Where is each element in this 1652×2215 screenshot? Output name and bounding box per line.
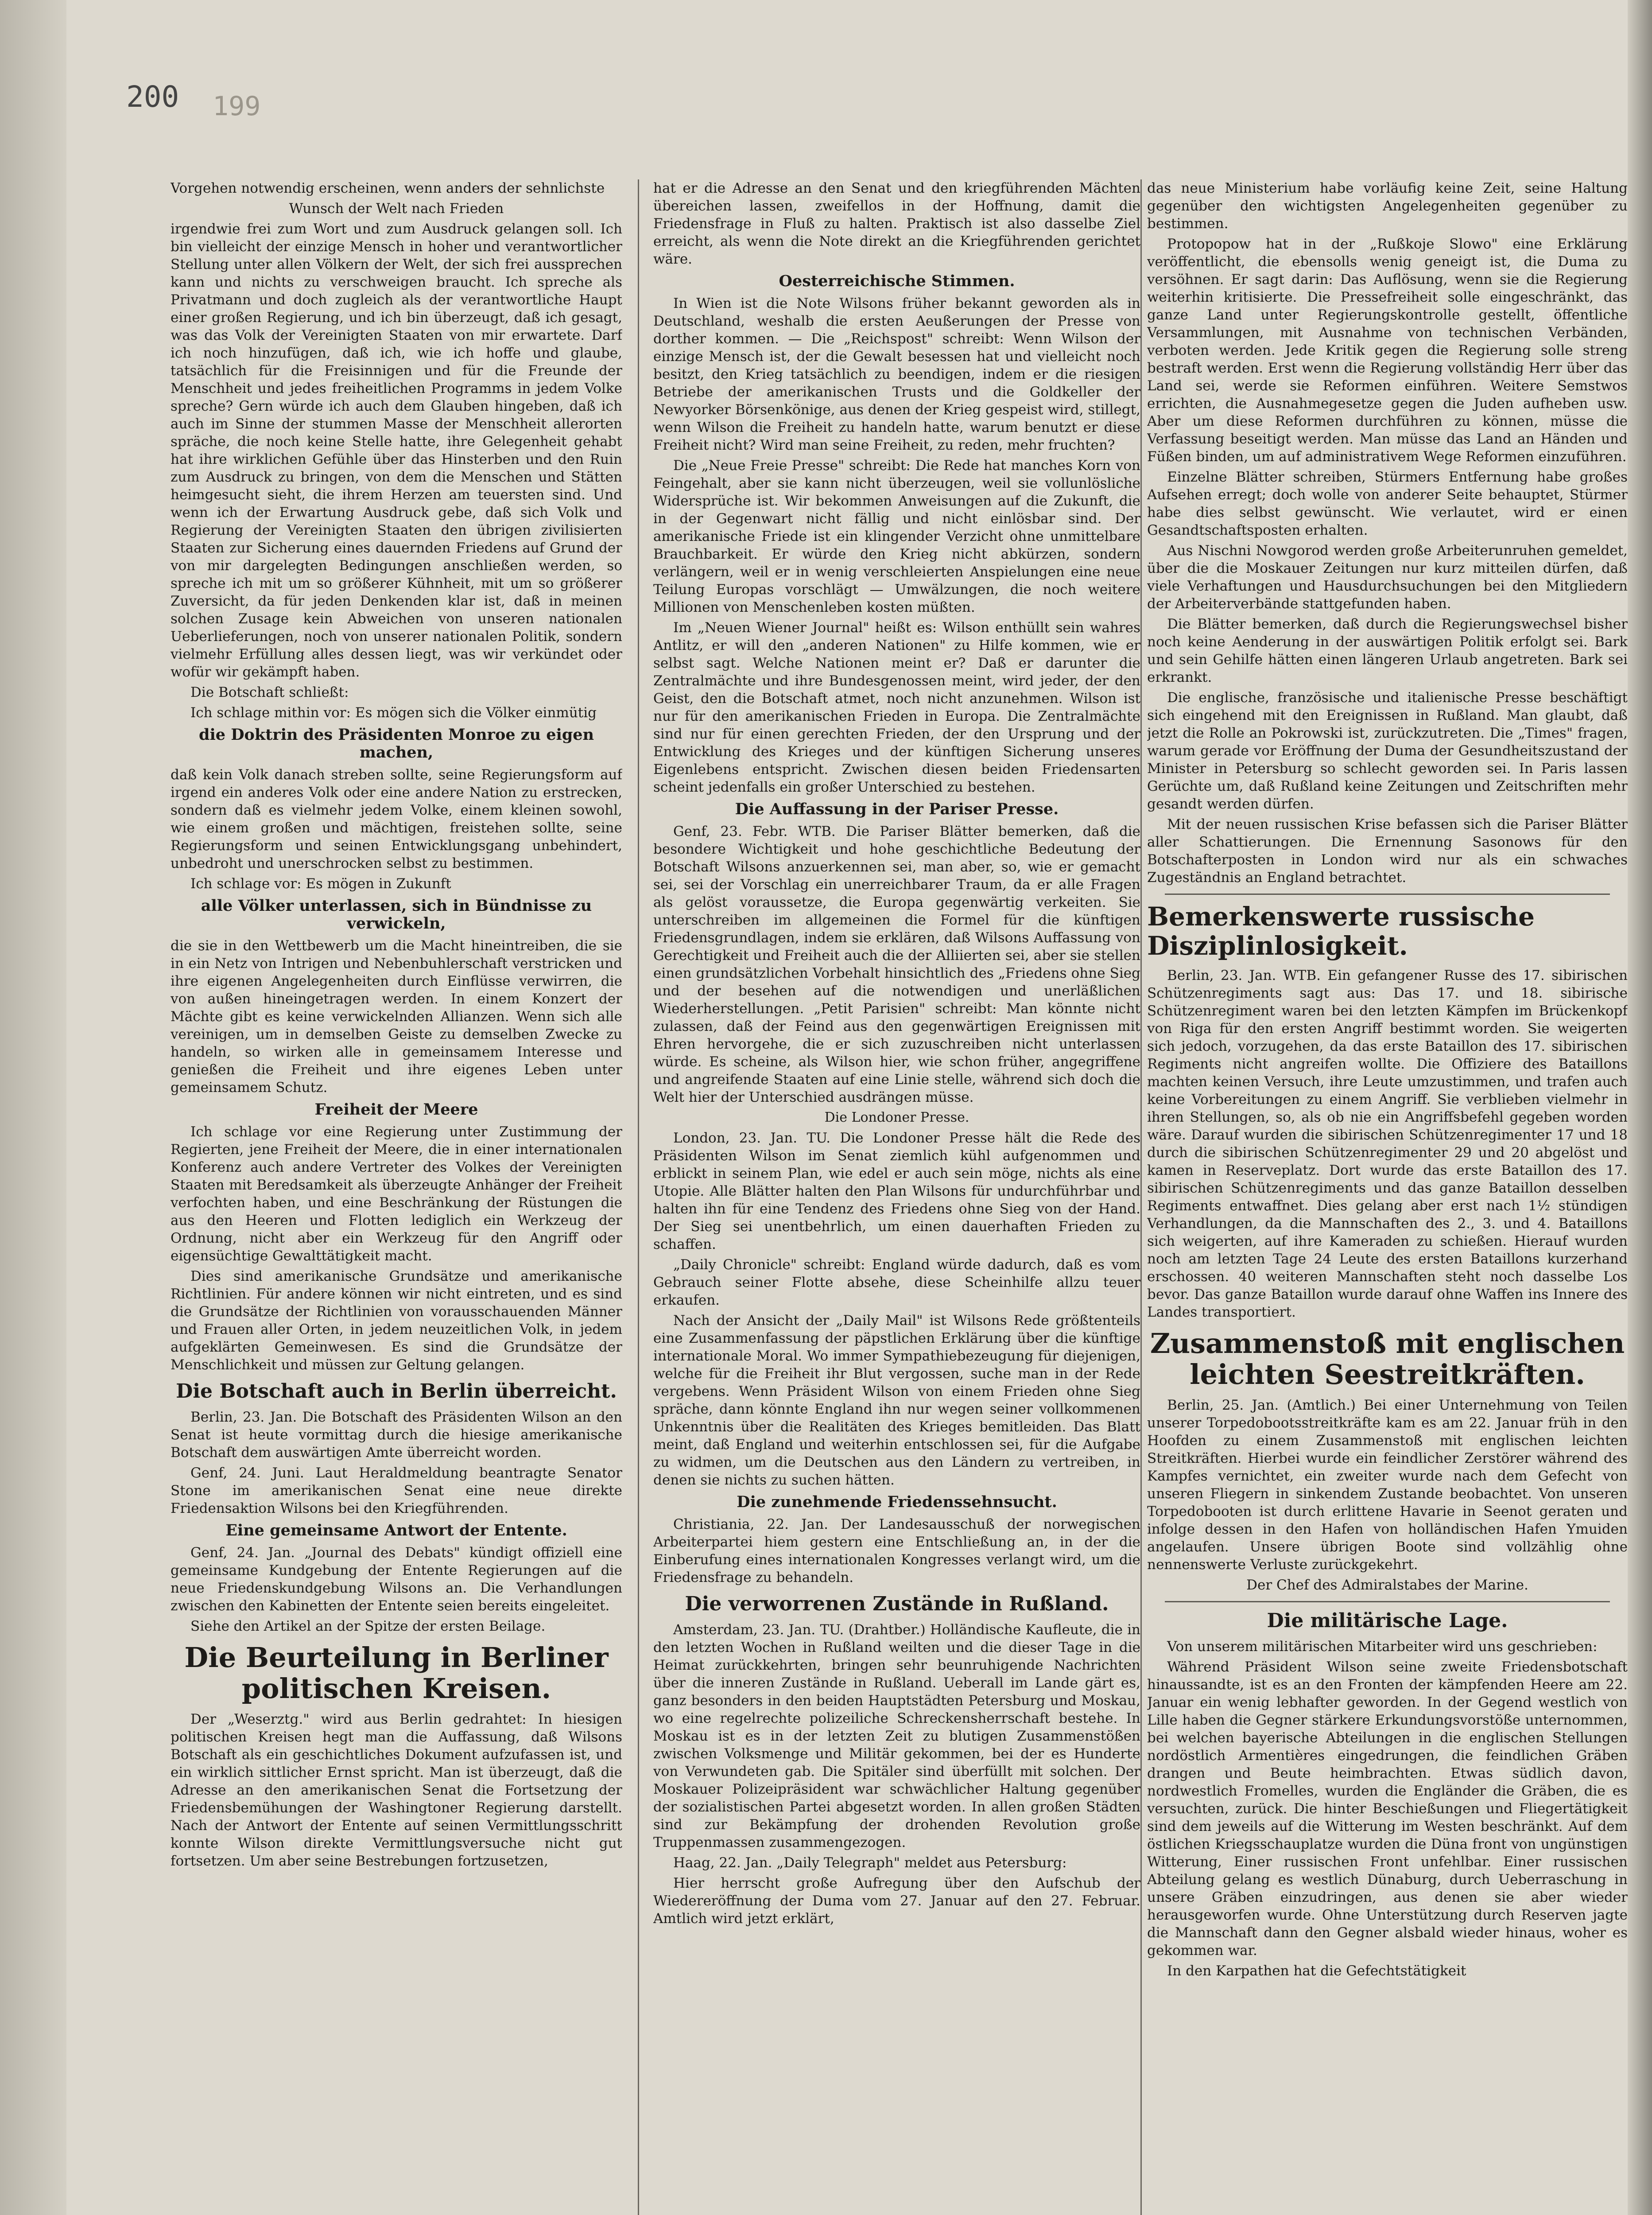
paragraph: Ich schlage mithin vor: Es mögen sich die Völker einmütig (190, 705, 597, 721)
paragraph: Genf, 23. Febr. WTB. Die Pariser Blätter bemerken, daß die besondere Wichtigkeit und hohe geschichtliche Bedeutung der Botschaft Wilsons anzuerkennen sei, man aber, so, wie er gemacht sei, sei der Vorschlag ein unerreichbarer Traum, da er alle Fragen als gelöst voraussetze, die Europa gegenwärtig verkeiten. Sie unterschreiben im allgemeinen die Formel für die künftigen Friedensgrundlagen, indem sie erklären, daß Wilsons Auffassung von Gerechtigkeit und Freiheit auch die der Alliierten sei, aber sie stellen einen grundsätzlichen Vorbehalt hinsichtlich des „Friedens ohne Sieg und der besehen auf die notwendigen und unerläßlichen Wiederherstellungen. „Petit Parisien" schreibt: Man könnte nicht zulassen, daß der Feind aus den gegenwärtigen Ereignissen mit Ehren hervorgehe, die er sich zuzuschreiben nicht unterlassen würde. Es scheine, als Wilson hier, wie schon früher, angegriffene und angreifende Staaten auf eine Linie stelle, während sich doch die Welt hier der Unterschied ausdrängen müsse. (653, 824, 1140, 1105)
paragraph: die sie in den Wettbewerb um die Macht hineintreiben, die sie in ein Netz von Intrigen und Nebenbuhlerschaft verstricken und ihre eigenen Angelegenheiten durch Einflüsse verwirren, die von außen hineingetragen werden. In einem Konzert der Mächte gibt es keine verwickelnden Allianzen. Wenn sich alle vereinigen, um in demselben Geiste zu demselben Zwecke zu handeln, so wirken alle in gemeinsamem Interesse und genießen die Freiheit und ihre eigenes Leben unter gemeinsamem Schutz. (171, 938, 622, 1096)
divider (1165, 894, 1610, 895)
paragraph: London, 23. Jan. TU. Die Londoner Presse hält die Rede des Präsidenten Wilson im Senat ziemlich kühl aufgenommen und erblickt in seinem Plan, wie edel er auch sein möge, nichts als eine Utopie. Alle Blätter halten den Plan Wilsons für undurchführbar und halten ihn für eine Tendenz des Friedens ohne Sieg von der Hand. Der Sieg sei unentbehrlich, um einen dauerhaften Frieden zu schaffen. (653, 1130, 1140, 1252)
paragraph: Christiania, 22. Jan. Der Landesausschuß der norwegischen Arbeiterpartei hiem gestern eine Entschließung an, in der die Einberufung eines internationalen Kongresses verlangt wird, um die Friedensfrage zu behandeln. (653, 1516, 1140, 1585)
page-number: 200 (126, 80, 179, 114)
article-headline: Die Beurteilung in Berliner politischen Kreisen. (184, 1641, 609, 1705)
paragraph: Die Blätter bemerken, daß durch die Regierungswechsel bisher noch keine Aenderung in der auswärtigen Politik erfolgt sei. Bark und sein Gehilfe hätten einen längeren Urlaub angetreten. Bark sei erkrankt. (1147, 616, 1628, 685)
paragraph: Protopopow hat in der „Rußkoje Slowo" eine Erklärung veröffentlicht, die ebensolls wenig geneigt ist, die Duma zu versöhnen. Er sagt darin: Das Auflösung, wenn sie die Regierung weiterhin kritisierte. Die Pressefreiheit solle eingeschränkt, das ganze Land unter Regierungskontrolle gestellt, öffentliche Versammlungen, mit Ausnahme von technischen Verbänden, verboten werden. Jede Kritik gegen die Regierung solle streng bestraft werden. Erst wenn die Regierung vollständig Herr über das Land sei, werde sie Reformen einführen. Weitere Semstwos errichten, die Ausnahmegesetze gegen die Juden aufheben usw. Aber um diese Reformen durchführen zu können, müsse die Verfassung beseitigt werden. Man müsse das Land an Händen und Füßen binden, um auf administrativem Wege Reformen einzuführen. (1147, 236, 1628, 465)
paragraph: Berlin, 23. Jan. Die Botschaft des Präsidenten Wilson an den Senat ist heute vormittag durch die hiesige amerikanische Botschaft dem auswärtigen Amte überreicht worden. (171, 1409, 622, 1461)
paragraph: Berlin, 25. Jan. (Amtlich.) Bei einer Unternehmung von Teilen unserer Torpedobootsstreitkräfte kam es am 22. Januar früh in den Hoofden zu einem Zusammenstoß mit englischen leichten Streitkräften. Hierbei wurde ein feindlicher Zerstörer während des Kampfes vernichtet, ein zweiter wurde nach dem Gefecht von unseren Fliegern in sinkendem Zustande beobachtet. Von unseren Torpedobooten ist durch erlittene Havarie in Seenot geraten und infolge dessen in den Hafen von holländischen Hafen Ymuiden angelaufen. Unsere übrigen Boote sind vollzählig ohne nennenswerte Verluste zurückgekehrt. (1147, 1397, 1628, 1573)
paragraph: Im „Neuen Wiener Journal" heißt es: Wilson enthüllt sein wahres Antlitz, er will den „anderen Nationen" zu Hilfe kommen, wie er selbst sagt. Welche Nationen meint er? Daß er darunter die Zentralmächte und ihre Bundesgenossen meint, wird jeder, der den Geist, den die Botschaft atmet, noch nicht anzunehmen. Wilson ist nur für den amerikanischen Frieden in Europa. Die Zentralmächte sind nur für einen gerechten Frieden, der den Ursprung und der Entwicklung des Krieges und der künftigen Sicherung unseres Eigenlebens entspricht. Zwischen diesen beiden Friedensarten scheint jedenfalls ein großer Unterschied zu bestehen. (653, 620, 1140, 795)
paragraph: Wunsch der Welt nach Frieden (289, 201, 504, 217)
page-edge (1628, 0, 1652, 2215)
paragraph: „Daily Chronicle" schreibt: England würde dadurch, daß es vom Gebrauch seiner Flotte absehe, diese Scheinhilfe allzu teuer erkaufen. (653, 1257, 1140, 1308)
paragraph: Die englische, französische und italienische Presse beschäftigt sich eingehend mit den Ereignissen in Rußland. Man glaubt, daß jetzt die Rolle an Pokrowski ist, zurückzutreten. Die „Times" fragen, warum gerade vor Eröffnung der Duma der Gesundheitszustand der Minister in Petersburg so schlecht geworden sei. In Paris lassen Gerüchte um, daß Rußland keine Zeitungen und Zeitschriften mehr gesandt werden dürfen. (1147, 690, 1628, 812)
paragraph: Von unserem militärischen Mitarbeiter wird uns geschrieben: (1167, 1639, 1598, 1655)
subheading: die Doktrin des Präsidenten Monroe zu eigen machen, (198, 726, 594, 762)
article-headline: Die verworrenen Zustände in Rußland. (685, 1593, 1109, 1615)
column-1 (171, 179, 622, 2215)
paragraph: Amsterdam, 23. Jan. TU. (Drahtber.) Holländische Kaufleute, die in den letzten Wochen in Rußland weilten und die dieser Tage in die Heimat zurückkehrten, bringen sehr beunruhigende Nachrichten über die inneren Zustände in Rußland. Ueberall im Lande gärt es, ganz besonders in den beiden Hauptstädten Petersburg und Moskau, wo eine regelrechte polizeiliche Schreckensherrschaft bestehe. In Moskau ist es in der letzten Zeit zu blutigen Zusammenstößen zwischen Volksmenge und Militär gekommen, bei der es Hunderte von Verwundeten gab. Die Spitäler sind überfüllt mit solchen. Der Moskauer Polizeipräsident war schwächlicher Haltung gegenüber der sozialistischen Partei abgesetzt worden. In allen großen Städten sind zur Bekämpfung der drohenden Revolution große Truppenmassen zusammengezogen. (653, 1622, 1140, 1850)
paragraph: Die „Neue Freie Presse" schreibt: Die Rede hat manches Korn von Feingehalt, aber sie kann nicht überzeugen, weil sie vollunlösliche Widersprüche ist. Wir bekommen Anweisungen auf die Zukunft, die in der Gegenwart nicht fällig und nicht einlösbar sind. Der amerikanische Friede ist ein klingender Verzicht ohne unmittelbare Brauchbarkeit. Er würde den Krieg nicht abkürzen, sondern verlängern, weil er in wenig verschleierten Anspielungen eine neue Teilung Europas vorschlägt — Umwälzungen, die noch weitere Millionen von Menschenleben kosten müßten. (653, 458, 1140, 615)
paragraph: Nach der Ansicht der „Daily Mail" ist Wilsons Rede größtenteils eine Zusammenfassung der päpstlichen Erklärung über die künftige internationale Moral. Wo immer Sympathiebezeugung für diejenigen, welche für die Freiheit ihr Blut vergossen, suche man in der Rede vergebens. Wenn Präsident Wilson von einem Frieden ohne Sieg spräche, dann könnte England ihn nur wegen seiner vollkommenen Unkenntnis über die Realitäten des Krieges bemitleiden. Das Blatt meint, daß England und weiterhin entschlossen sei, für die Aufgabe zu widmen, um die Deutschen aus den Ländern zu vertreiben, in denen sie nichts zu suchen hätten. (653, 1313, 1140, 1488)
subheading: alle Völker unterlassen, sich in Bündnisse zu verwickeln, (201, 897, 592, 933)
paragraph: Ich schlage vor: Es mögen in Zukunft (190, 876, 451, 892)
paragraph: hat er die Adresse an den Senat und den kriegführenden Mächten übereichen lassen, zweifellos in der Hoffnung, damit die Friedensfrage in Fluß zu halten. Praktisch ist also dasselbe Ziel erreicht, als wenn die Note direkt an die Kriegführenden gerichtet wäre. (653, 180, 1140, 267)
paragraph: Mit der neuen russischen Krise befassen sich die Pariser Blätter aller Schattierungen. Die Ernennung Sasonows für den Botschafterposten in London wird nur als ein schwaches Zugeständnis an England betrachtet. (1147, 816, 1628, 886)
subheading: Freiheit der Meere (314, 1100, 478, 1119)
paragraph: Aus Nischni Nowgorod werden große Arbeiterunruhen gemeldet, über die die Moskauer Zeitungen nur kurz mitteilen dürfen, daß viele Verhaftungen und Hausdurchsuchungen bei den Mitgliedern der Arbeiterverbände stattgefunden haben. (1147, 543, 1628, 612)
paragraph: Haag, 22. Jan. „Daily Telegraph" meldet aus Petersburg: (673, 1855, 1067, 1871)
paragraph: Hier herrscht große Aufregung über den Aufschub der Wiedereröffnung der Duma vom 27. Januar auf den 27. Februar. Amtlich wird jetzt erklärt, (653, 1875, 1140, 1927)
paragraph: Siehe den Artikel an der Spitze der ersten Beilage. (190, 1618, 546, 1634)
paragraph: In den Karpathen hat die Gefechtstätigkeit (1167, 1963, 1466, 1979)
paragraph: Genf, 24. Juni. Laut Heraldmeldung beantragte Senator Stone im amerikanischen Senat eine neue direkte Friedensaktion Wilsons bei den Kriegführenden. (171, 1465, 622, 1516)
book-spine (0, 0, 66, 2215)
paragraph: Einzelne Blätter schreiben, Stürmers Entfernung habe großes Aufsehen erregt; doch wolle von anderer Seite behauptet, Stürmer habe dies selbst gewünscht. Wie verlautet, wird er einen Gesandtschaftsposten erhalten. (1147, 469, 1628, 538)
column-2 (653, 179, 1140, 2215)
column-3 (1147, 179, 1628, 2215)
paragraph: Vorgehen notwendig erscheinen, wenn anders der sehnlichste (171, 180, 605, 196)
paragraph: Die Botschaft schließt: (190, 684, 349, 700)
article-headline: Zusammenstoß mit englischen leichten Seestreitkräften. (1150, 1327, 1625, 1391)
subheading: Eine gemeinsame Antwort der Entente. (225, 1521, 567, 1539)
column-rule (638, 179, 639, 2215)
divider (1165, 1601, 1610, 1602)
article-headline: Die militärische Lage. (1267, 1609, 1508, 1632)
article-headline: Die Botschaft auch in Berlin überreicht. (176, 1380, 617, 1403)
column-rule (1140, 179, 1142, 2215)
subheading: Oesterreichische Stimmen. (779, 272, 1015, 290)
paragraph: Genf, 24. Jan. „Journal des Debats" kündigt offiziell eine gemeinsame Kundgebung der Entente Regierungen auf die neue Friedenskundgebung Wilsons an. Die Verhandlungen zwischen den Kabinetten der Entente seien bereits eingeleitet. (171, 1545, 622, 1614)
paragraph: Der „Weserztg." wird aus Berlin gedrahtet: In hiesigen politischen Kreisen hegt man die Auffassung, daß Wilsons Botschaft als ein geschichtliches Dokument aufzufassen ist, und ein wirklich sittlicher Ernst spricht. Man ist überzeugt, daß die Adresse an den amerikanischen Senat die Fortsetzung der Friedensbemühungen der Washingtoner Regierung darstellt. Nach der Antwort der Entente auf seinen Vermittlungsschritt konnte Wilson direkte Vermittlungsversuche nicht gut fortsetzen. Um aber seine Bestrebungen fortzusetzen, (171, 1711, 622, 1869)
paragraph: In Wien ist die Note Wilsons früher bekannt geworden als in Deutschland, weshalb die ersten Aeußerungen der Presse von dorther kommen. — Die „Reichspost" schreibt: Wenn Wilson der einzige Mensch ist, der die Gewalt besessen hat und vielleicht noch besitzt, den Krieg tatsächlich zu beendigen, indem er die riesigen Betriebe der amerikanischen Trusts und die Goldkeller der Newyorker Börsenkönige, aus denen der Krieg gespeist wird, stillegt, wenn Wilson die Freiheit zu handeln hatte, warum benutzt er diese Freiheit nicht? Wird man seine Freiheit, zu reden, mehr fruchten? (653, 295, 1140, 453)
paragraph: daß kein Volk danach streben sollte, seine Regierungsform auf irgend ein anderes Volk oder eine andere Nation zu erstrecken, sondern daß es vielmehr jedem Volke, einem kleinen sowohl, wie einem großen und mächtigen, freistehen sollte, seine Regierungsform und seinen Entwicklungsgang unbehindert, unbedroht und unerschrocken selbst zu bestimmen. (171, 767, 622, 871)
paragraph: irgendwie frei zum Wort und zum Ausdruck gelangen soll. Ich bin vielleicht der einzige Mensch in hoher und verantwortlicher Stellung unter allen Völkern der Welt, der sich frei aussprechen kann und nichts zu verschweigen braucht. Ich spreche als Privatmann und doch zugleich als der verantwortliche Haupt einer großen Regierung, und ich bin überzeugt, daß ich gesagt, was das Volk der Vereinigten Staaten von mir erwartete. Darf ich noch hinzufügen, daß ich, wie ich hoffe und glaube, tatsächlich für die Freisinnigen und für die Freunde der Menschheit und jedes freiheitlichen Programms in jedem Volke spreche? Gern würde ich auch dem Glauben hingeben, daß ich auch im Sinne der stummen Masse der Menschheit allerorten spräche, die noch keine Stelle hatte, ihre Gelegenheit gehabt hat ihre wirklichen Gefühle über das Hinsterben und den Ruin zum Ausdruck zu bringen, von dem die Menschen und Stätten heimgesucht sieht, die ihrem Herzen am teuersten sind. Und wenn ich der Erwartung Ausdruck gebe, daß sich Volk und Regierung der Vereinigten Staaten den übrigen zivilisierten Staaten zur Sicherung eines dauernden Friedens auf Grund der von mir dargelegten Bedingungen anschließen werden, so spreche ich mit um so größerer Kühnheit, mit um so größerer Zuversicht, da für jeden Denkenden klar ist, daß in meinen solchen Zusage kein Abweichen von unseren nationalen Ueberlieferungen, noch von unserer nationalen Politik, sondern vielmehr Erfüllung alles dessen liegt, was wir verkündet oder wofür wir gekämpft haben. (171, 221, 622, 680)
paragraph: Dies sind amerikanische Grundsätze und amerikanische Richtlinien. Für andere können wir nicht eintreten, und es sind die Grundsätze der Richtlinien von vorausschauenden Männer und Frauen aller Orten, in jedem neuzeitlichen Volk, in jedem aufgeklärten Gemeinwesen. Es sind die Grundsätze der Menschlichkeit und müssen zur Geltung gelangen. (171, 1268, 622, 1373)
signature: Der Chef des Admiralstabes der Marine. (1246, 1577, 1528, 1593)
paragraph: das neue Ministerium habe vorläufig keine Zeit, seine Haltung gegenüber den wichtigsten Angelegenheiten gegenüber zu bestimmen. (1147, 180, 1628, 232)
paragraph: Ich schlage vor eine Regierung unter Zustimmung der Regierten, jene Freiheit der Meere, die in einer internationalen Konferenz auch andere Vertreter des Volkes der Vereinigten Staaten mit Beredsamkeit als überzeugte Anhänger der Freiheit verfochten haben, und eine Beschränkung der Rüstungen die aus den Heeren und Flotten lediglich ein Werkzeug der Ordnung, nicht aber ein Werkzeug für den Angriff oder eigensüchtige Gewalttätigkeit macht. (171, 1124, 622, 1264)
paragraph: Während Präsident Wilson seine zweite Friedensbotschaft hinaussandte, ist es an den Fronten der kämpfenden Heere am 22. Januar ein wenig lebhafter geworden. In der Gegend westlich von Lille haben die Gegner stärkere Erkundungsvorstöße unternommen, bei welchen bayerische Abteilungen in die englischen Stellungen nordöstlich Armentières eingedrungen, die feindlichen Gräben drangen und Beute heimbrachten. Etwas südlich davon, nordwestlich Fromelles, wurden die Engländer die Gräben, die es versuchten, zurück. Die hinter Beschießungen und Fliegertätigkeit sind dem jeweils auf die Witterung im Westen beschränkt. Auf dem östlichen Kriegsschauplatze wurden die Düna front von ungünstigen Witterung, Einer russischen Front unfehlbar. Einer russischen Abteilung gelang es westlich Dünaburg, durch Ueberraschung in unsere Gräben einzudringen, aus denen sie aber wieder herausgeworfen wurde. Ohne Unterstützung durch Reserven jagte die Mannschaft dann den Gegner alsbald wieder hinaus, woher es gekommen war. (1147, 1659, 1628, 1959)
paragraph: Berlin, 23. Jan. WTB. Ein gefangener Russe des 17. sibirischen Schützenregiments sagt aus: Das 17. und 18. sibirische Schützenregiment waren bei den letzten Kämpfen im Brückenkopf von Riga für den ersten Angriff bestimmt worden. Sie weigerten sich jedoch, vorzugehen, da das erste Bataillon des 17. sibirischen Regiments nicht angreifen wollte. Die Offiziere des Bataillons machten keinen Versuch, ihre Leute umzustimmen, und trafen auch keine Vorbereitungen zu einem Angriff. Sie verblieben vielmehr in ihren Stellungen, so, als ob nie ein Angriffsbefehl gegeben worden wäre. Darauf wurden die sibirischen Schützenregimenter 17 und 18 durch die sibirischen Schützenregimenter 29 und 20 abgelöst und kamen in Reserveplatz. Dort wurde das erste Bataillon des 17. sibirischen Schützenregiments und das ganze Bataillon desselben Regiments entwaffnet. Dies gelang aber erst nach 1½ stündigen Verhandlungen, da die Mannschaften des 2., 3. und 4. Bataillons sich weigerten, auf ihre Kameraden zu schießen. Hierauf wurden noch am letzten Tage 24 Leute des ersten Bataillons kurzerhand erschossen. 40 weiteren Mannschaften steht noch dasselbe Los bevor. Das ganze Bataillon wurde darauf ohne Waffen ins Innere des Landes transportiert. (1147, 968, 1628, 1320)
subheading: Die Auffassung in der Pariser Presse. (735, 800, 1059, 818)
subheading-small: Die Londoner Presse. (824, 1110, 969, 1125)
page-number-faint: 199 (213, 91, 261, 122)
article-headline: Bemerkenswerte russische Disziplinlosigkeit. (1147, 902, 1535, 961)
subheading: Die zunehmende Friedenssehnsucht. (737, 1493, 1057, 1511)
